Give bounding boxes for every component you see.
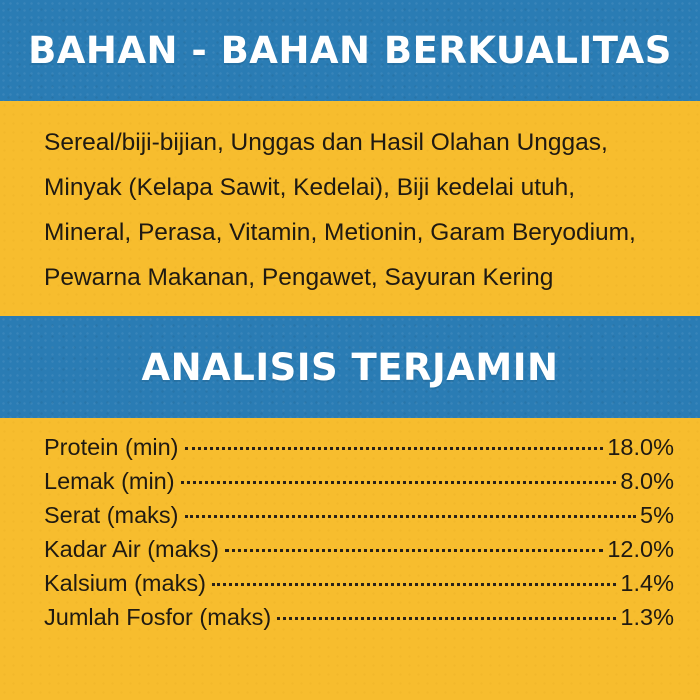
analysis-title: ANALISIS TERJAMIN — [141, 345, 559, 389]
ingredients-line: Sereal/biji-bijian, Unggas dan Hasil Olahan Unggas, — [44, 129, 608, 156]
analysis-row-fat — [44, 464, 674, 498]
analysis-label: Kalsium (maks) — [44, 570, 206, 596]
dot-leader — [185, 515, 637, 518]
ingredients-line: Minyak (Kelapa Sawit, Kedelai), Biji kedelai utuh, — [44, 174, 576, 201]
analysis-label: Serat (maks) — [44, 502, 179, 528]
analysis-row-phosphorus — [44, 600, 674, 634]
analysis-header-band — [0, 316, 700, 418]
analysis-row-calcium — [44, 566, 674, 600]
analysis-value: 12.0% — [607, 536, 674, 562]
analysis-value: 1.4% — [620, 570, 674, 596]
analysis-label: Jumlah Fosfor (maks) — [44, 604, 272, 630]
dot-leader — [185, 447, 604, 450]
ingredients-title: BAHAN - BAHAN BERKUALITAS — [28, 29, 672, 72]
analysis-row-protein — [44, 430, 674, 464]
analysis-value: 5% — [640, 502, 674, 528]
analysis-row-moisture — [44, 532, 674, 566]
analysis-table — [44, 430, 674, 634]
dot-leader — [277, 617, 616, 620]
analysis-label: Kadar Air (maks) — [44, 536, 219, 562]
ingredients-line: Pewarna Makanan, Pengawet, Sayuran Kering — [44, 264, 554, 291]
analysis-value: 1.3% — [620, 604, 674, 630]
analysis-label: Lemak (min) — [44, 468, 175, 494]
ingredients-line: Mineral, Perasa, Vitamin, Metionin, Garam Beryodium, — [44, 219, 636, 246]
dot-leader — [225, 549, 603, 552]
dot-leader — [181, 481, 617, 484]
analysis-label: Protein (min) — [44, 434, 179, 460]
analysis-value: 8.0% — [620, 468, 674, 494]
analysis-value: 18.0% — [607, 434, 674, 460]
ingredients-header-band — [0, 0, 700, 101]
dot-leader — [212, 583, 617, 586]
analysis-row-fiber — [44, 498, 674, 532]
ingredients-list — [44, 120, 684, 300]
